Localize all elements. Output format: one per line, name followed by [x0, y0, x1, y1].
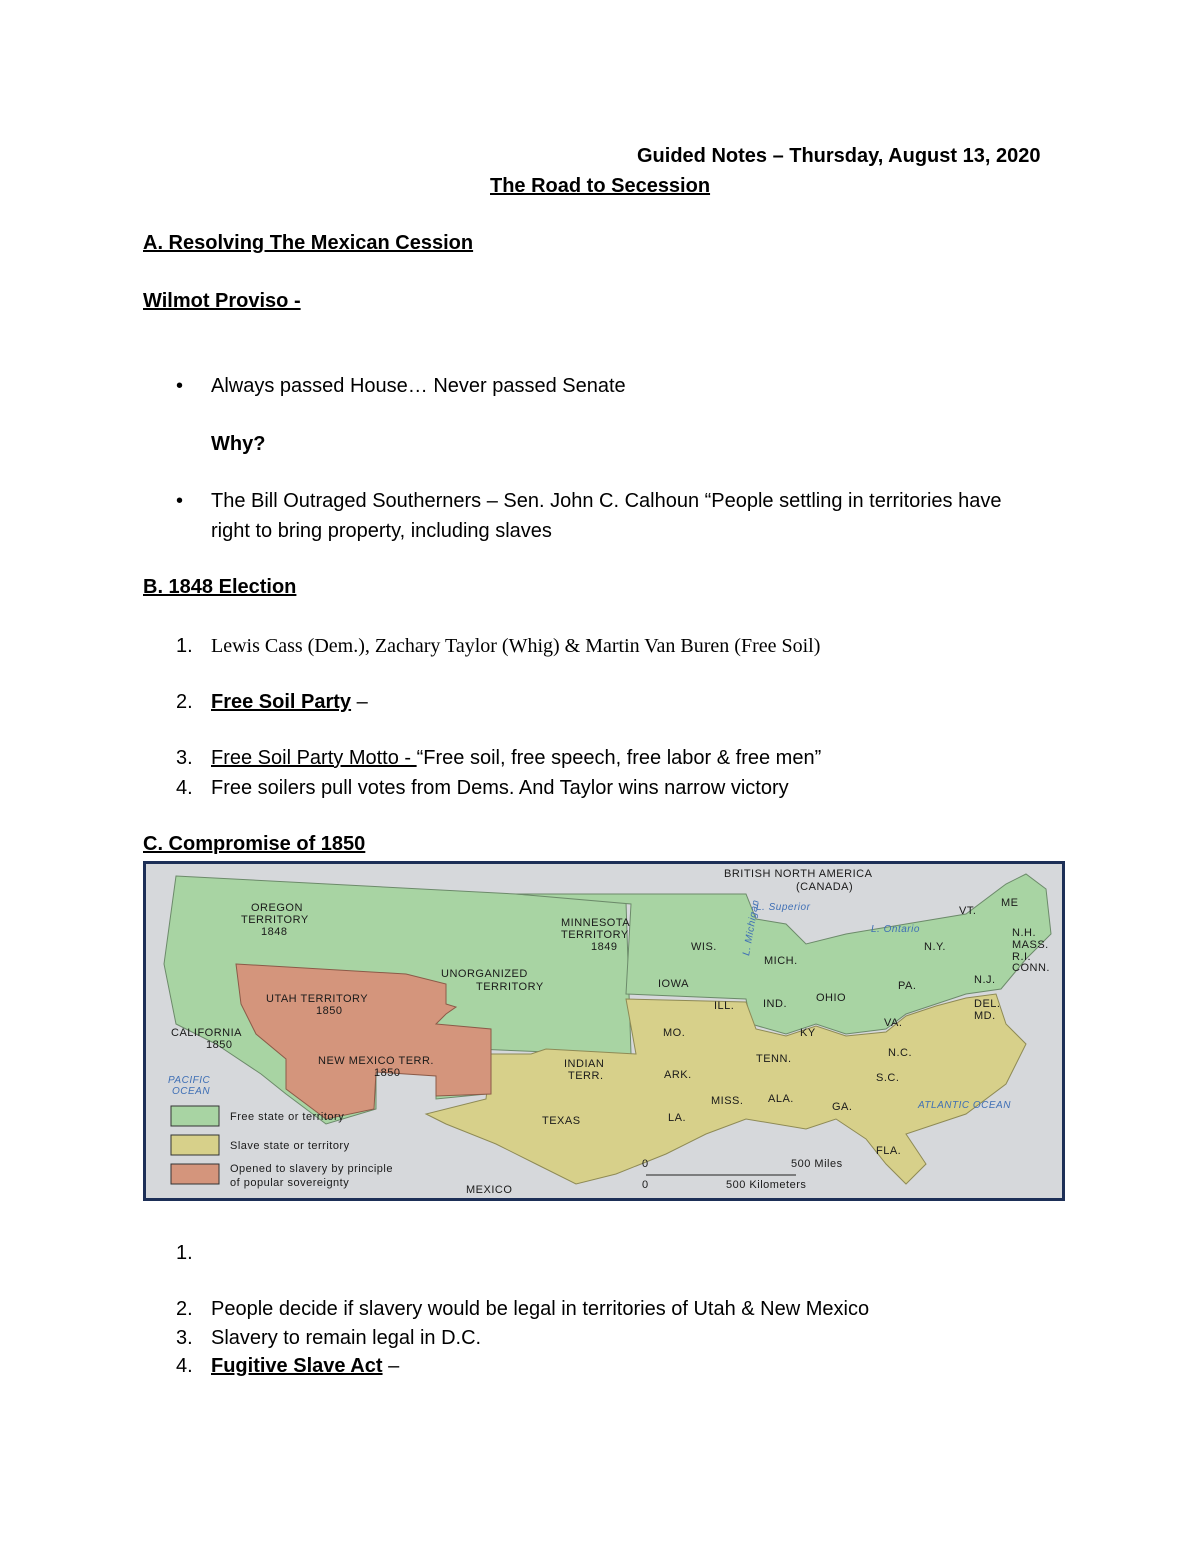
- bullet-calhoun-line2: right to bring property, including slaves: [211, 520, 552, 542]
- list-number: 3.: [176, 747, 193, 769]
- label-texas: TEXAS: [542, 1115, 581, 1127]
- label-canada: (CANADA): [796, 881, 854, 893]
- label-nm2: 1850: [374, 1067, 401, 1079]
- label-mexico: MEXICO: [466, 1184, 513, 1196]
- label-nj: N.J.: [974, 974, 996, 986]
- label-oregon3: 1848: [261, 926, 288, 938]
- free-soil-dash: –: [351, 691, 368, 713]
- popular-sovereignty-item: People decide if slavery would be legal in territories of Utah & New Mexico: [211, 1298, 870, 1320]
- label-ga: GA.: [832, 1101, 853, 1113]
- label-mich: MICH.: [764, 955, 798, 967]
- label-unorganized2: TERRITORY: [476, 981, 544, 993]
- candidates-item: Lewis Cass (Dem.), Zachary Taylor (Whig) & Martin Van Buren (Free Soil): [211, 635, 821, 657]
- motto-label: Free Soil Party Motto -: [211, 747, 417, 769]
- label-pa: PA.: [898, 980, 917, 992]
- label-indian1: INDIAN: [564, 1058, 605, 1070]
- label-minnesota1: MINNESOTA: [561, 917, 631, 929]
- label-md: MD.: [974, 1010, 996, 1022]
- label-utah1: UTAH TERRITORY: [266, 993, 369, 1005]
- scale-zero-km: 0: [642, 1179, 649, 1191]
- bullet-calhoun-line1: The Bill Outraged Southerners – Sen. John C. Calhoun “People settling in territories have: [211, 490, 1002, 512]
- fugitive-slave-item: [211, 1354, 399, 1378]
- taylor-wins-item: Free soilers pull votes from Dems. And Taylor wins narrow victory: [211, 777, 789, 799]
- dc-slavery-item: Slavery to remain legal in D.C.: [211, 1327, 482, 1349]
- scale-miles: 500 Miles: [791, 1158, 843, 1170]
- label-ri: R.I.: [1012, 951, 1032, 963]
- label-minnesota3: 1849: [591, 941, 618, 953]
- label-mo: MO.: [663, 1027, 686, 1039]
- label-nc: N.C.: [888, 1047, 912, 1059]
- label-del: DEL.: [974, 998, 1001, 1010]
- label-ind: IND.: [763, 998, 787, 1010]
- scale-km: 500 Kilometers: [726, 1179, 807, 1191]
- label-la: LA.: [668, 1112, 687, 1124]
- label-conn: CONN.: [1012, 962, 1050, 974]
- bullet-house-senate: Always passed House… Never passed Senate: [211, 375, 626, 397]
- label-superior: L. Superior: [756, 902, 811, 913]
- motto-item: [211, 746, 821, 770]
- bullet-marker: •: [176, 375, 184, 397]
- scale-zero-miles: 0: [642, 1158, 649, 1170]
- list-number: 2.: [176, 1298, 193, 1320]
- label-oregon1: OREGON: [251, 902, 303, 914]
- label-ark: ARK.: [664, 1069, 692, 1081]
- wilmot-proviso-heading: Wilmot Proviso -: [143, 290, 301, 312]
- label-ky: KY: [800, 1027, 816, 1039]
- section-c-heading: C. Compromise of 1850: [143, 833, 366, 855]
- label-nh: N.H.: [1012, 927, 1036, 939]
- list-number: 4.: [176, 1355, 193, 1377]
- legend-slave-label: Slave state or territory: [230, 1140, 350, 1152]
- label-ala: ALA.: [768, 1093, 794, 1105]
- legend-slave-swatch: [171, 1135, 219, 1155]
- label-tenn: TENN.: [756, 1053, 792, 1065]
- label-british-na: BRITISH NORTH AMERICA: [724, 868, 873, 880]
- map-svg: [146, 864, 1062, 1198]
- label-indian2: TERR.: [568, 1070, 604, 1082]
- label-pacific1: PACIFIC: [168, 1075, 211, 1086]
- label-oregon2: TERRITORY: [241, 914, 309, 926]
- motto-text: “Free soil, free speech, free labor & free men”: [416, 747, 822, 769]
- list-number: 3.: [176, 1327, 193, 1349]
- label-nm1: NEW MEXICO TERR.: [318, 1055, 434, 1067]
- label-minnesota2: TERRITORY: [561, 929, 629, 941]
- fugitive-slave-label: Fugitive Slave Act: [211, 1355, 383, 1377]
- label-wis: WIS.: [691, 941, 717, 953]
- free-soil-label: Free Soil Party: [211, 691, 352, 713]
- list-number: 1.: [176, 635, 193, 657]
- label-california2: 1850: [206, 1039, 233, 1051]
- label-ontario: L. Ontario: [871, 924, 920, 935]
- free-soil-item: [211, 690, 368, 714]
- label-va: VA.: [884, 1017, 903, 1029]
- legend-popular-label2: of popular sovereignty: [230, 1177, 350, 1189]
- label-ill: ILL.: [714, 1000, 735, 1012]
- legend-free-swatch: [171, 1106, 219, 1126]
- label-ohio: OHIO: [816, 992, 847, 1004]
- fugitive-slave-dash: –: [382, 1355, 400, 1377]
- why-label: Why?: [211, 433, 266, 455]
- page-title: The Road to Secession: [490, 175, 711, 197]
- list-number: 2.: [176, 691, 193, 713]
- label-california1: CALIFORNIA: [171, 1027, 243, 1039]
- legend-popular-swatch: [171, 1164, 219, 1184]
- label-fla: FLA.: [876, 1145, 902, 1157]
- bullet-marker: •: [176, 490, 184, 512]
- label-ny: N.Y.: [924, 941, 946, 953]
- compromise-1850-map: [143, 861, 1065, 1201]
- label-utah2: 1850: [316, 1005, 343, 1017]
- legend-popular-label1: Opened to slavery by principle: [230, 1163, 393, 1175]
- label-mass: MASS.: [1012, 939, 1049, 951]
- label-sc: S.C.: [876, 1072, 900, 1084]
- label-unorganized1: UNORGANIZED: [441, 968, 528, 980]
- label-atlantic: ATLANTIC OCEAN: [918, 1100, 1011, 1111]
- date-line: Guided Notes – Thursday, August 13, 2020: [637, 145, 1041, 167]
- label-michigan: L. Michigan: [741, 898, 762, 957]
- section-a-heading: A. Resolving The Mexican Cession: [143, 232, 474, 254]
- label-vt: VT.: [959, 905, 977, 917]
- section-b-heading: B. 1848 Election: [143, 576, 297, 598]
- label-miss: MISS.: [711, 1095, 744, 1107]
- label-pacific2: OCEAN: [172, 1086, 211, 1097]
- label-iowa: IOWA: [658, 978, 689, 990]
- label-me: ME: [1001, 897, 1019, 909]
- legend-free-label: Free state or territory: [230, 1111, 345, 1123]
- list-number: 4.: [176, 777, 193, 799]
- list-number: 1.: [176, 1242, 193, 1264]
